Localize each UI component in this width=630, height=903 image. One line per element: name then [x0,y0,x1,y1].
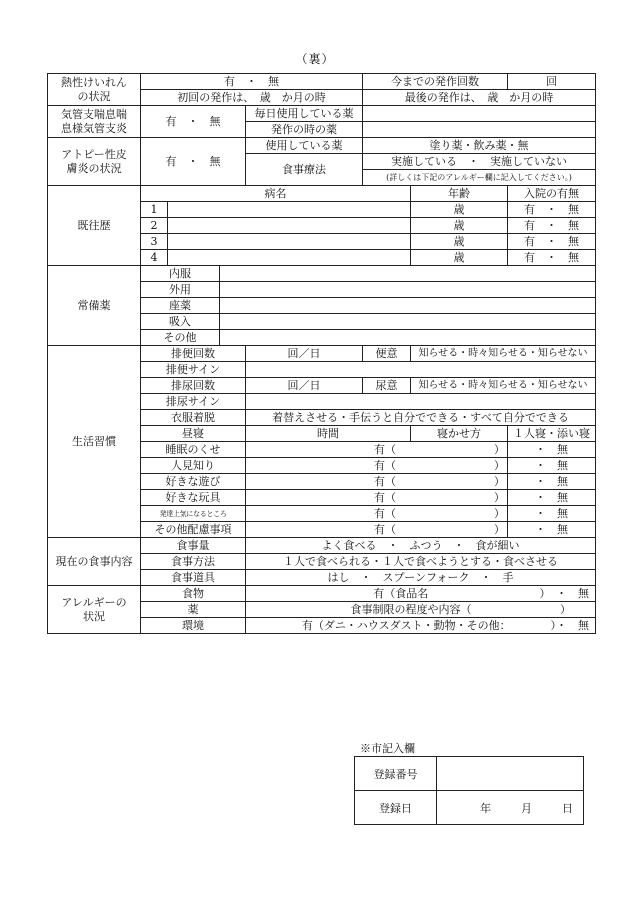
favorite-play-no[interactable]: ・ 無 [508,474,596,490]
nap-label: 昼寝 [141,426,246,442]
meds-item-field[interactable] [220,314,596,330]
sleep-habit-label: 睡眠のくせ [141,442,246,458]
history-age-field[interactable]: 歳 [411,250,508,266]
history-col-age: 年齢 [411,186,508,202]
history-hosp-options[interactable]: 有 ・ 無 [508,218,596,234]
urine-count-field[interactable]: 回／日 [246,378,363,394]
atopic-diet-options[interactable]: 実施している ・ 実施していない [363,154,596,170]
diet-section-label: 現在の食事内容 [48,538,141,586]
nap-how-label: 寝かせ方 [411,426,508,442]
habits-section-label: 生活習慣 [48,346,141,538]
meds-item-field[interactable] [220,298,596,314]
meds-item-label: その他 [141,330,220,346]
allergy-drug-field[interactable]: 食事制限の程度や内容（ ） [246,602,596,618]
bowel-sign-label: 排便サイン [141,362,246,378]
asthma-section-label: 気管支喘息喘 息様気管支炎 [48,106,141,138]
history-hosp-options[interactable]: 有 ・ 無 [508,234,596,250]
sleep-habit-no[interactable]: ・ 無 [508,442,596,458]
month-label: 月 [521,801,532,815]
favorite-play-label: 好きな遊び [141,474,246,490]
asthma-attack-med-field[interactable] [363,122,596,138]
history-row-number: 2 [141,218,168,234]
febrile-presence[interactable]: 有 ・ 無 [141,74,363,90]
shyness-field[interactable]: 有（ ） [246,458,508,474]
meds-item-label: 内服 [141,266,220,282]
dressing-label: 衣服着脱 [141,410,246,426]
febrile-section-label: 熱性けいれん の状況 [48,74,141,106]
page-title: （裏） [295,52,335,66]
asthma-presence[interactable]: 有 ・ 無 [141,106,246,138]
registration-number-field[interactable] [437,757,584,791]
history-col-hosp: 入院の有無 [508,186,596,202]
history-disease-field[interactable] [168,202,411,218]
asthma-daily-med-field[interactable] [363,106,596,122]
diet-amount-options[interactable]: よく食べる ・ ふつう ・ 食が細い [246,538,596,554]
history-section-label: 既往歴 [48,186,141,266]
diet-tools-label: 食事道具 [141,570,246,586]
other-consideration-label: その他配慮事項 [141,522,246,538]
history-disease-field[interactable] [168,234,411,250]
atopic-section-label: アトピー性皮 膚炎の状況 [48,138,141,186]
diet-method-label: 食事方法 [141,554,246,570]
atopic-presence[interactable]: 有 ・ 無 [141,138,246,186]
history-age-field[interactable]: 歳 [411,218,508,234]
history-col-disease: 病名 [141,186,411,202]
atopic-med-label: 使用している薬 [246,138,363,154]
shyness-label: 人見知り [141,458,246,474]
allergy-food-field[interactable]: 有（食品名 ） ・ 無 [246,586,596,602]
history-disease-field[interactable] [168,218,411,234]
atopic-med-options[interactable]: 塗り薬・飲み薬・無 [363,138,596,154]
health-form-table [47,73,596,634]
meds-item-field[interactable] [220,282,596,298]
history-hosp-options[interactable]: 有 ・ 無 [508,202,596,218]
urine-notify-options[interactable]: 知らせる・時々知らせる・知らせない [411,378,596,394]
nap-time-field[interactable]: 時間 [246,426,411,442]
meds-item-field[interactable] [220,266,596,282]
urine-urge-label: 尿意 [363,378,411,394]
febrile-last-field[interactable]: 最後の発作は、 歳 か月の時 [363,90,596,106]
history-row-number: 1 [141,202,168,218]
development-concern-label: 発達上気になるところ [141,506,246,522]
year-label: 年 [480,801,491,815]
registration-number-label: 登録番号 [355,757,437,791]
development-concern-no[interactable]: ・ 無 [508,506,596,522]
favorite-toy-field[interactable]: 有（ ） [246,490,508,506]
history-hosp-options[interactable]: 有 ・ 無 [508,250,596,266]
favorite-toy-label: 好きな玩具 [141,490,246,506]
dressing-options[interactable]: 着替えさせる・手伝うと自分でできる・すべて自分でできる [246,410,596,426]
development-concern-field[interactable]: 有（ ） [246,506,508,522]
febrile-first-field[interactable]: 初回の発作は、 歳 か月の時 [141,90,363,106]
city-use-table [354,756,584,825]
sleep-habit-field[interactable]: 有（ ） [246,442,508,458]
shyness-no[interactable]: ・ 無 [508,458,596,474]
other-consideration-field[interactable]: 有（ ） [246,522,508,538]
favorite-play-field[interactable]: 有（ ） [246,474,508,490]
registration-date-field[interactable] [437,791,584,825]
bowel-count-field[interactable]: 回／日 [246,346,363,362]
meds-item-label: 座薬 [141,298,220,314]
febrile-count-label: 今までの発作回数 [363,74,508,90]
history-age-field[interactable]: 歳 [411,202,508,218]
atopic-diet-label: 食事療法 [246,154,363,186]
meds-item-label: 外用 [141,282,220,298]
favorite-toy-no[interactable]: ・ 無 [508,490,596,506]
allergy-food-label: 食物 [141,586,246,602]
asthma-attack-med-label: 発作の時の薬 [246,122,363,138]
history-disease-field[interactable] [168,250,411,266]
meds-section-label: 常備薬 [48,266,141,346]
history-row-number: 3 [141,234,168,250]
diet-method-options[interactable]: １人で食べられる・１人で食べようとする・食べさせる [246,554,596,570]
meds-item-field[interactable] [220,330,596,346]
urine-sign-field[interactable] [246,394,596,410]
asthma-daily-med-label: 毎日使用している薬 [246,106,363,122]
allergy-env-label: 環境 [141,618,246,634]
allergy-section-label: アレルギーの 状況 [48,586,141,634]
urine-count-label: 排尿回数 [141,378,246,394]
meds-item-label: 吸入 [141,314,220,330]
allergy-drug-label: 薬 [141,602,246,618]
diet-tools-options[interactable]: はし ・ スプーンフォーク ・ 手 [246,570,596,586]
history-row-number: 4 [141,250,168,266]
atopic-diet-note: (詳しくは下記のアレルギー欄に記入してください。) [363,170,596,186]
diet-amount-label: 食事量 [141,538,246,554]
history-age-field[interactable]: 歳 [411,234,508,250]
bowel-urge-label: 便意 [363,346,411,362]
febrile-count-field[interactable]: 回 [508,74,596,90]
day-label: 日 [562,801,573,815]
allergy-env-field[interactable]: 有（ダニ・ハウスダスト・動物・その他： ）・ 無 [246,618,596,634]
urine-sign-label: 排尿サイン [141,394,246,410]
other-consideration-no[interactable]: ・ 無 [508,522,596,538]
bowel-notify-options[interactable]: 知らせる・時々知らせる・知らせない [411,346,596,362]
bowel-sign-field[interactable] [246,362,596,378]
registration-date-label: 登録日 [355,791,437,825]
nap-options[interactable]: １人寝・添い寝 [508,426,596,442]
bowel-count-label: 排便回数 [141,346,246,362]
city-use-note: ※市記入欄 [360,742,415,755]
